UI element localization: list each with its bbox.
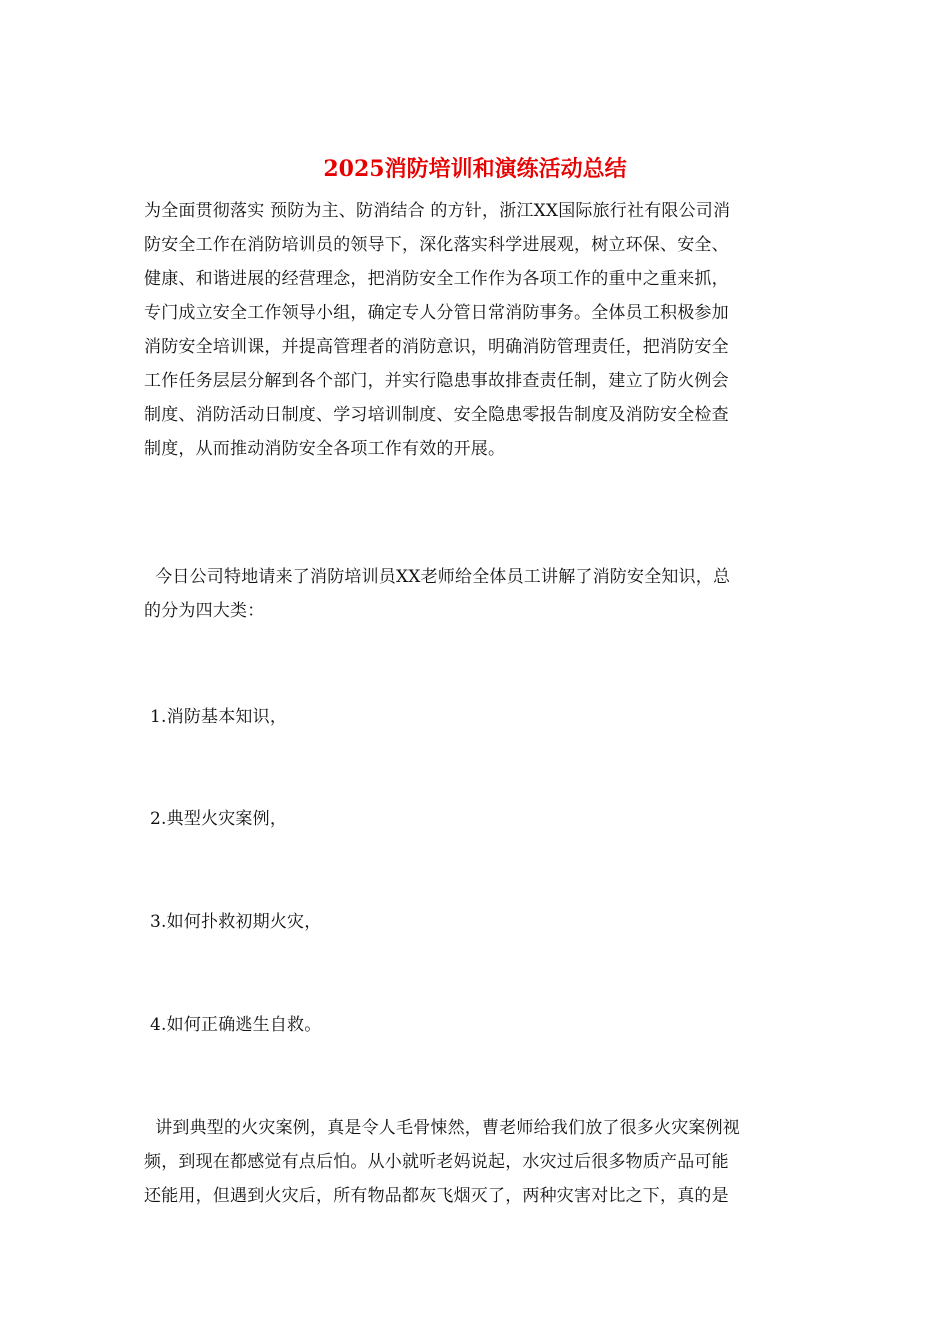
intro-line: 制度，从而推动消防安全各项工作有效的开展。 [144,439,506,459]
intro-line: 制度、消防活动日制度、学习培训制度、安全隐患零报告制度及消防安全检查 [144,405,729,425]
list-item: 1.消防基本知识， [150,707,288,727]
today-line: 的分为四大类： [144,601,265,621]
case-line: 频，到现在都感觉有点后怕。从小就听老妈说起，水灾过后很多物质产品可能 [144,1152,729,1172]
document-title: 2025消防培训和演练活动总结 [323,156,627,182]
list-item: 2.典型火灾案例， [150,809,288,829]
fire-case-paragraph [144,1111,810,1213]
intro-paragraph [144,194,810,466]
list-item: 3.如何扑救初期火灾， [150,912,322,932]
intro-line: 工作任务层层分解到各个部门，并实行隐患事故排查责任制，建立了防火例会 [144,371,729,391]
case-line: 还能用，但遇到火灾后，所有物品都灰飞烟灭了，两种灾害对比之下，真的是 [144,1186,729,1206]
list-item: 4.如何正确逃生自救。 [150,1015,322,1035]
case-line: 讲到典型的火灾案例，真是令人毛骨悚然，曹老师给我们放了很多火灾案例视 [144,1118,741,1138]
today-line: 今日公司特地请来了消防培训员XX老师给全体员工讲解了消防安全知识，总 [144,567,731,587]
intro-line: 为全面贯彻落实 预防为主、防消结合 的方针，浙江XX国际旅行社有限公司消 [144,201,731,221]
intro-line: 健康、和谐进展的经营理念，把消防安全工作作为各项工作的重中之重来抓， [144,269,729,289]
intro-line: 防安全工作在消防培训员的领导下，深化落实科学进展观，树立环保、安全、 [144,235,729,255]
today-paragraph [144,560,810,628]
intro-line: 专门成立安全工作领导小组，确定专人分管日常消防事务。全体员工积极参加 [144,303,729,323]
intro-line: 消防安全培训课，并提高管理者的消防意识，明确消防管理责任，把消防安全 [144,337,729,357]
